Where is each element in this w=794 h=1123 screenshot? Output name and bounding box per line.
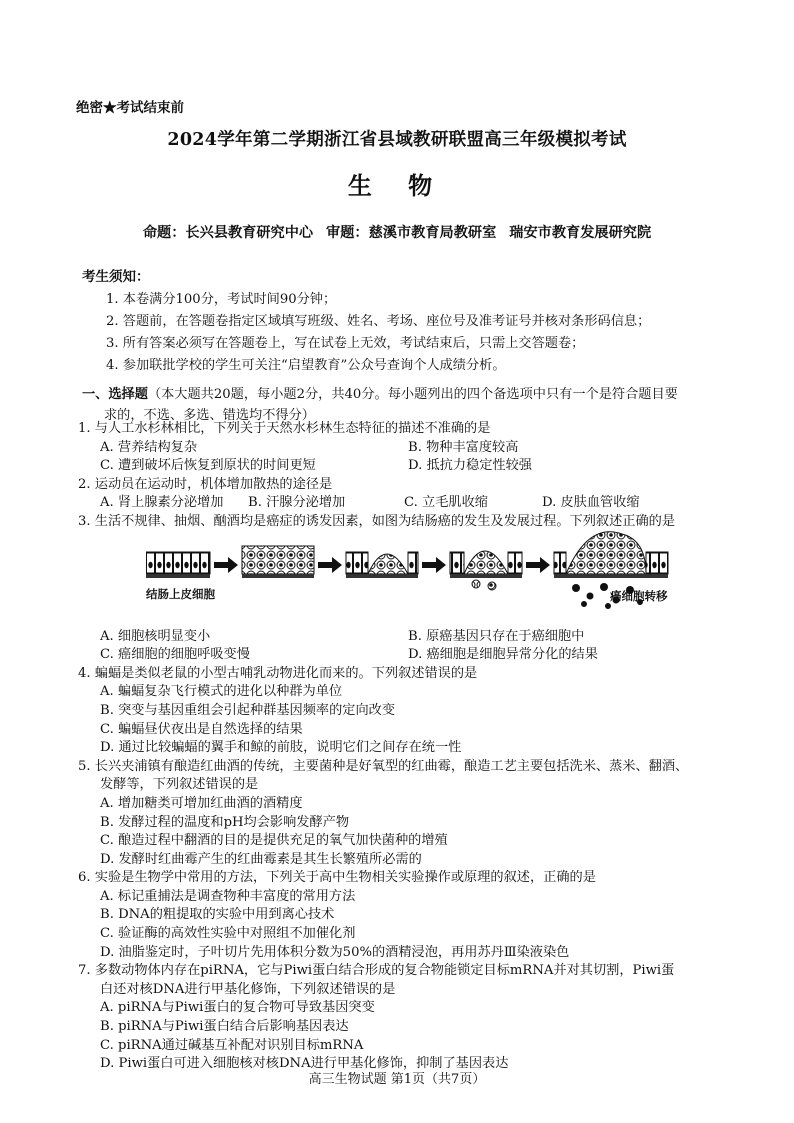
q1-options-row1 (78, 439, 728, 458)
secret-label: 绝密★考试结束前 (76, 100, 184, 116)
section-text: （本大题共20题，每小题2分，共40分。每小题列出的四个备选项中只有一个是符合题目要 (147, 387, 678, 402)
q7-option-d: D. Piwi蛋白可进入细胞核对核DNA进行甲基化修饰，抑制了基因表达 (100, 1056, 509, 1072)
q1-option-d: D. 抵抗力稳定性较强 (408, 458, 532, 474)
notice-item: 4. 参加联批学校的学生可关注“启望教育”公众号查询个人成绩分析。 (106, 358, 506, 373)
subject-title: 生 物 (347, 171, 447, 200)
stage-normal-epithelium (146, 552, 210, 578)
q1-option-b: B. 物种丰富度较高 (408, 439, 519, 455)
stage-hyperplasia (242, 546, 314, 578)
notice-item: 3. 所有答案必须写在答题卷上，写在试卷上无效，考试结束后，只需上交答题卷； (106, 336, 585, 351)
q6-stem: 6. 实验是生物学中常用的方法，下列关于高中生物相关实验操作或原理的叙述，正确的是 (78, 870, 596, 886)
author-reviewer-2: 瑞安市教育发展研究院 (509, 225, 652, 241)
q7-option-c: C. piRNA通过碱基互补配对识别目标mRNA (100, 1037, 364, 1053)
q4-option-d: D. 通过比较蝙蝠的翼手和鲸的前肢，说明它们之间存在统一性 (100, 740, 462, 756)
arrow-icon (422, 557, 446, 573)
q2-option-a: A. 肾上腺素分泌增加 (100, 495, 224, 511)
q3-stem: 3. 生活不规律、抽烟、酗酒均是癌症的诱发因素，如图为结肠癌的发生及发展过程。下列叙述正确的是 (78, 513, 676, 529)
stage-adenoma (346, 552, 418, 578)
q4-option-c: C. 蝙蝠昼伏夜出是自然选择的结果 (100, 721, 303, 737)
q5-option-c: C. 酿造过程中翻酒的目的是提供充足的氧气加快菌种的增殖 (100, 833, 448, 849)
q6-option-c: C. 验证酶的高效性实验中对照组不加催化剂 (100, 926, 356, 942)
arrow-icon (526, 557, 550, 573)
q7-option-b: B. piRNA与Piwi蛋白结合后影响基因表达 (100, 1019, 349, 1035)
colon-cancer-diagram (146, 530, 686, 610)
q1-option-c: C. 遭到破坏后恢复到原状的时间更短 (100, 458, 316, 474)
q7-stem: 7. 多数动物体内存在piRNA，它与Piwi蛋白结合形成的复合物能锁定目标mRNA并对其切割，Piwi蛋 (78, 963, 675, 979)
q5-option-d: D. 发酵时红曲霉产生的红曲霉素是其生长繁殖所必需的 (100, 851, 422, 867)
stage-carcinoma (450, 551, 522, 590)
question-list (78, 420, 728, 1074)
arrow-icon (214, 557, 238, 573)
q7-stem-2: 白还对核DNA进行甲基化修饰，下列叙述错误的是 (100, 981, 396, 997)
q1-options-row2 (78, 457, 728, 476)
q6-option-b: B. DNA的粗提取的实验中用到离心技术 (100, 907, 335, 923)
q6-option-d: D. 油脂鉴定时，子叶切片先用体积分数为50%的酒精浸泡，再用苏丹Ⅲ染液染色 (100, 944, 570, 960)
q3-options-row1 (78, 628, 728, 647)
notice-title: 考生须知： (82, 269, 150, 285)
q5-stem: 5. 长兴夹浦镇有酿造红曲酒的传统，主要菌种是好氧型的红曲霉，酿造工艺主要包括洗米、蒸米、翻酒、 (78, 758, 689, 774)
q2-options (78, 494, 728, 513)
q3-option-c: C. 癌细胞的细胞呼吸变慢 (100, 647, 250, 663)
q7-option-a: A. piRNA与Piwi蛋白的复合物可导致基因突变 (100, 1000, 375, 1016)
q6-option-a: A. 标记重捕法是调查物种丰富度的常用方法 (100, 888, 356, 904)
figure-label-epithelium: 结肠上皮细胞 (146, 587, 215, 601)
arrow-icon (318, 557, 342, 573)
exam-title: 2024学年第二学期浙江省县域教研联盟高三年级模拟考试 (167, 130, 627, 150)
notice-item: 2. 答题前，在答题卷指定区域填写班级、姓名、考场、座位号及准考证号并核对条形码信息； (106, 314, 651, 329)
q2-option-d: D. 皮肤血管收缩 (542, 495, 640, 511)
q2-option-b: B. 汗腺分泌增加 (248, 495, 346, 511)
author-setter: 命题：长兴县教育研究中心 (142, 225, 314, 241)
q1-stem: 1. 与人工水杉林相比，下列关于天然水杉林生态特征的描述不准确的是 (78, 421, 491, 436)
q5-option-b: B. 发酵过程的温度和pH均会影响发酵产物 (100, 814, 350, 830)
notice-list (106, 289, 746, 377)
colon-cancer-figure (146, 530, 686, 610)
q1-option-a: A. 营养结构复杂 (100, 439, 198, 455)
q5-stem-2: 发酵等，下列叙述错误的是 (100, 777, 259, 793)
author-reviewer: 审题：慈溪市教育局教研室 (326, 225, 497, 241)
q2-stem: 2. 运动员在运动时，机体增加散热的途径是 (78, 476, 333, 492)
figure-label-metastasis: 癌细胞转移 (610, 589, 668, 603)
q3-option-a: A. 细胞核明显变小 (100, 628, 211, 644)
q5-option-a: A. 增加糖类可增加红曲酒的酒精度 (100, 795, 303, 811)
authors-line (0, 222, 794, 242)
q4-option-a: A. 蝙蝠复杂飞行模式的进化以种群为单位 (100, 684, 343, 700)
section-text-2: 求的，不选、多选、错选均不得分） (104, 408, 315, 423)
page-footer: 高三生物试题 第1页（共7页） (308, 1072, 486, 1087)
q4-stem: 4. 蝙蝠是类似老鼠的小型古哺乳动物进化而来的。下列叙述错误的是 (78, 665, 478, 681)
q3-option-b: B. 原癌基因只存在于癌细胞中 (408, 628, 585, 644)
q2-option-c: C. 立毛肌收缩 (404, 495, 488, 511)
q4-option-b: B. 突变与基因重组会引起种群基因频率的定向改变 (100, 702, 396, 718)
q3-options-row2 (78, 646, 728, 665)
section-head: 一、选择题 (82, 387, 148, 402)
q3-option-d: D. 癌细胞是细胞异常分化的结果 (408, 647, 598, 663)
notice-item: 1. 本卷满分100分，考试时间90分钟； (106, 292, 337, 307)
